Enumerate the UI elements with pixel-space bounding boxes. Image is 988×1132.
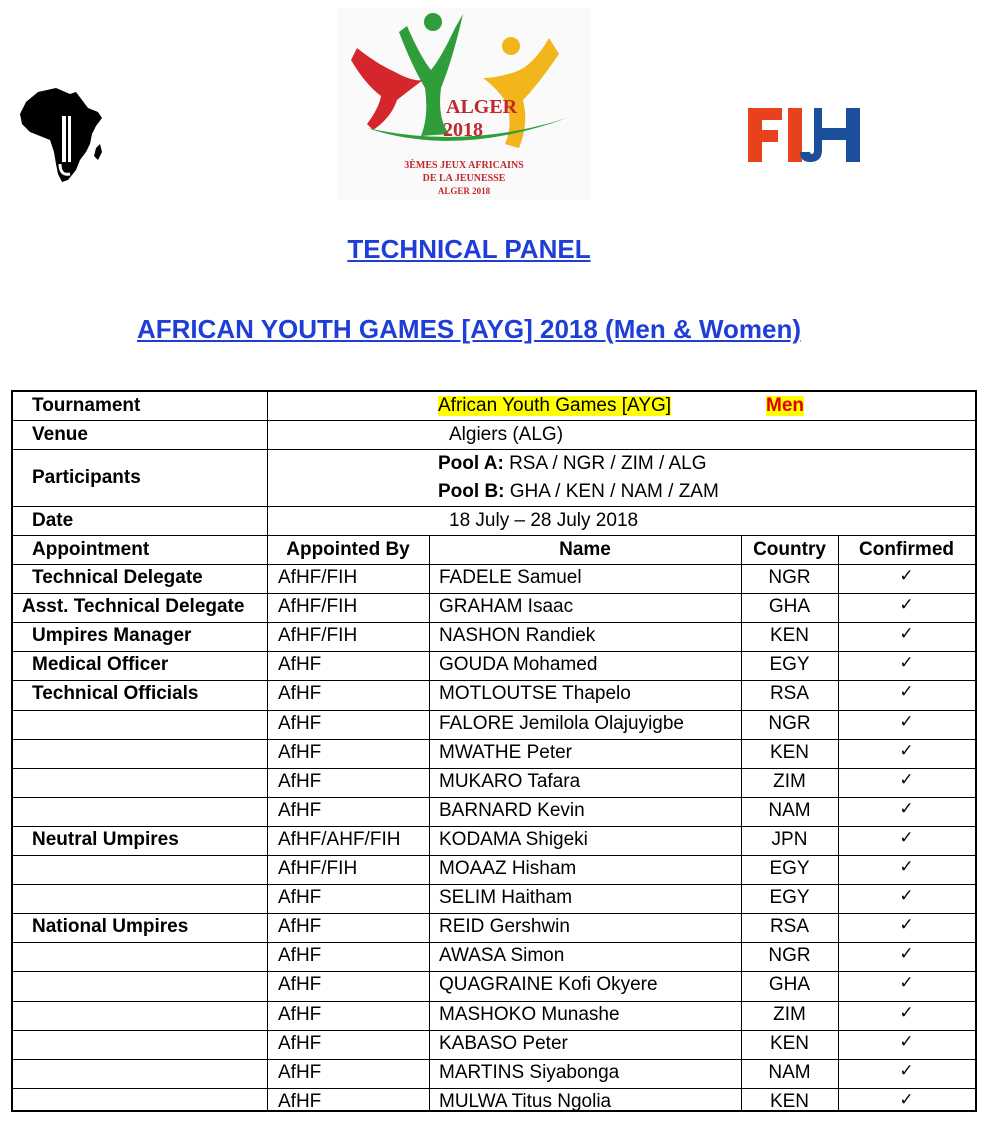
country-cell: GHA (768, 596, 811, 618)
name-cell: KABASO Peter (439, 1032, 568, 1054)
ayg-logo-year: 2018 (443, 119, 483, 141)
name-cell: KODAMA Shigeki (439, 828, 588, 850)
appointed-by-cell: AfHF/FIH (278, 596, 358, 618)
appointed-by-cell: AfHF (278, 945, 322, 967)
row-divider (13, 1088, 975, 1089)
country-cell: ZIM (773, 770, 806, 792)
name-cell: QUAGRAINE Kofi Okyere (439, 974, 658, 996)
row-divider (13, 564, 975, 565)
name-cell: FADELE Samuel (439, 567, 582, 588)
row-divider (13, 855, 975, 856)
country-cell: RSA (769, 683, 810, 705)
appointed-by-cell: AfHF (278, 741, 322, 763)
row-divider (13, 797, 975, 798)
row-divider (13, 449, 975, 450)
ayg-logo-caption-1: 3ÈMES JEUX AFRICAINS (404, 160, 524, 171)
column-divider (838, 535, 839, 1110)
column-header-appointed-by: Appointed By (286, 539, 410, 560)
appointed-by-cell: AfHF/FIH (278, 625, 358, 647)
appointed-by-cell: AfHF (278, 683, 322, 705)
name-cell: AWASA Simon (439, 945, 565, 967)
confirmed-check: ✓ (899, 682, 914, 703)
confirmed-check: ✓ (899, 740, 914, 761)
country-cell: NGR (768, 945, 811, 967)
confirmed-check: ✓ (899, 1060, 914, 1081)
row-divider (13, 884, 975, 885)
ayg-logo-caption-2: DE LA JEUNESSE (422, 173, 506, 184)
name-cell: GOUDA Mohamed (439, 654, 598, 676)
country-cell: NGR (768, 712, 811, 734)
appointed-by-cell: AfHF (278, 916, 322, 938)
row-divider (13, 593, 975, 594)
pool-b-value: GHA / KEN / NAM / ZAM (504, 481, 719, 502)
confirmed-check: ✓ (899, 595, 914, 616)
name-cell: MUKARO Tafara (439, 770, 581, 792)
technical-panel-table (11, 390, 977, 1112)
pool-b-label: Pool B: (438, 481, 505, 502)
country-cell: EGY (769, 887, 810, 909)
name-cell: GRAHAM Isaac (439, 596, 574, 618)
date-label: Date (32, 510, 74, 531)
confirmed-check: ✓ (899, 857, 914, 877)
appointment-cell: Medical Officer (32, 654, 169, 676)
column-divider (741, 535, 742, 1110)
column-divider (429, 535, 430, 1110)
confirmed-check: ✓ (899, 886, 914, 907)
name-cell: REID Gershwin (439, 916, 570, 938)
appointment-cell: Technical Delegate (32, 567, 203, 588)
column-header-country: Country (753, 539, 826, 560)
name-cell: MWATHE Peter (439, 741, 573, 763)
row-divider (13, 739, 975, 740)
appointed-by-cell: AfHF (278, 1032, 322, 1054)
row-divider (13, 913, 975, 914)
venue-label: Venue (32, 424, 88, 445)
appointment-cell: Asst. Technical Delegate (22, 596, 245, 618)
pool-a-label: Pool A: (438, 453, 504, 474)
venue-value: Algiers (ALG) (449, 424, 564, 445)
appointed-by-cell: AfHF (278, 799, 322, 821)
appointment-cell: Neutral Umpires (32, 828, 179, 850)
row-divider (13, 1059, 975, 1060)
confirmed-check: ✓ (899, 915, 914, 936)
appointed-by-cell: AfHF (278, 770, 322, 792)
name-cell: MASHOKO Munashe (439, 1003, 620, 1025)
ayg-alger-2018-logo (337, 8, 591, 200)
appointed-by-cell: AfHF (278, 654, 322, 676)
column-header-name: Name (559, 539, 611, 560)
country-cell: RSA (769, 916, 810, 938)
appointed-by-cell: AfHF/AHF/FIH (278, 828, 401, 850)
appointed-by-cell: AfHF (278, 974, 322, 996)
row-divider (13, 506, 975, 507)
appointment-cell: National Umpires (32, 916, 189, 938)
ayg-logo-city: ALGER (446, 96, 518, 118)
name-cell: MARTINS Siyabonga (439, 1061, 620, 1083)
country-cell: EGY (769, 858, 810, 879)
pool-a-value: RSA / NGR / ZIM / ALG (503, 453, 707, 474)
country-cell: NAM (768, 1061, 811, 1083)
date-value: 18 July – 28 July 2018 (449, 510, 639, 531)
row-divider (13, 651, 975, 652)
confirmed-check: ✓ (899, 973, 914, 994)
name-cell: MULWA Titus Ngolia (439, 1090, 612, 1112)
ayg-logo-caption-3: ALGER 2018 (437, 186, 491, 196)
row-divider (13, 622, 975, 623)
fih-logo (748, 104, 874, 164)
confirmed-check: ✓ (899, 769, 914, 790)
row-divider (13, 535, 975, 536)
tournament-value: African Youth Games [AYG] (438, 395, 672, 416)
appointment-cell: Umpires Manager (32, 625, 192, 647)
country-cell: EGY (769, 654, 810, 676)
appointed-by-cell: AfHF/FIH (278, 858, 358, 879)
row-divider (13, 971, 975, 972)
appointed-by-cell: AfHF (278, 887, 322, 909)
confirmed-check: ✓ (899, 653, 914, 674)
name-cell: NASHON Randiek (439, 625, 596, 647)
column-header-confirmed: Confirmed (859, 539, 954, 560)
name-cell: MOAAZ Hisham (439, 858, 577, 879)
appointment-cell: Technical Officials (32, 683, 199, 705)
confirmed-check: ✓ (899, 566, 914, 586)
country-cell: ZIM (773, 1003, 806, 1025)
appointed-by-cell: AfHF (278, 1003, 322, 1025)
confirmed-check: ✓ (899, 1002, 914, 1023)
afhf-africa-logo (16, 86, 106, 186)
confirmed-check: ✓ (899, 798, 914, 819)
country-cell: KEN (769, 1090, 810, 1112)
column-divider (267, 392, 268, 1110)
appointed-by-cell: AfHF/FIH (278, 567, 358, 588)
column-header-appointment: Appointment (32, 539, 150, 560)
row-divider (13, 1001, 975, 1002)
country-cell: JPN (771, 828, 808, 850)
appointed-by-cell: AfHF (278, 1061, 322, 1083)
name-cell: MOTLOUTSE Thapelo (439, 683, 631, 705)
country-cell: KEN (769, 625, 810, 647)
name-cell: FALORE Jemilola Olajuyigbe (439, 712, 684, 734)
row-divider (13, 826, 975, 827)
row-divider (13, 710, 975, 711)
confirmed-check: ✓ (899, 1089, 914, 1110)
appointed-by-cell: AfHF (278, 712, 322, 734)
participants-label: Participants (32, 467, 141, 488)
confirmed-check: ✓ (899, 1031, 914, 1052)
row-divider (13, 768, 975, 769)
country-cell: NGR (768, 567, 811, 588)
pool-b (438, 482, 719, 502)
country-cell: KEN (769, 741, 810, 763)
page-title: TECHNICAL PANEL (347, 234, 591, 264)
country-cell: NAM (768, 799, 811, 821)
name-cell: SELIM Haitham (439, 887, 573, 909)
country-cell: GHA (768, 974, 811, 996)
confirmed-check: ✓ (899, 711, 914, 732)
row-divider (13, 942, 975, 943)
name-cell: BARNARD Kevin (439, 799, 585, 821)
country-cell: KEN (769, 1032, 810, 1054)
appointed-by-cell: AfHF (278, 1090, 322, 1112)
pool-a (438, 454, 707, 474)
confirmed-check: ✓ (899, 827, 914, 848)
gender-badge: Men (766, 395, 804, 416)
tournament-label: Tournament (32, 395, 141, 416)
confirmed-check: ✓ (899, 624, 914, 645)
row-divider (13, 1030, 975, 1031)
page-subtitle: AFRICAN YOUTH GAMES [AYG] 2018 (Men & Women) (136, 314, 802, 344)
row-divider (13, 420, 975, 421)
confirmed-check: ✓ (899, 944, 914, 965)
row-divider (13, 680, 975, 681)
